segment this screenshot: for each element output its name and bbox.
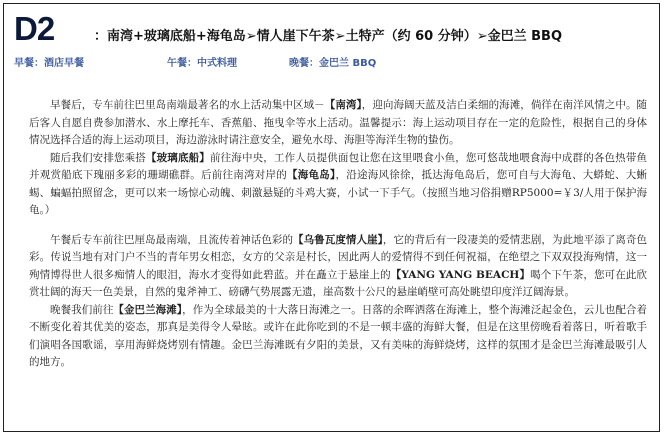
day-number: D2: [14, 10, 55, 47]
text-segment: 晚餐我们前往: [50, 303, 114, 316]
paragraph-jimbaran: [29, 302, 647, 372]
day-header: [14, 8, 651, 52]
text-segment: 随后我们安排您乘搭: [50, 151, 146, 164]
term-uluwatu-cliff: 【乌鲁瓦度情人崖】: [293, 233, 383, 246]
itinerary-page: [3, 3, 660, 432]
paragraph-south-bay: [29, 97, 647, 150]
term-jimbaran-beach: 【金巴兰海滩】: [113, 303, 183, 316]
term-yang-yang-beach: 【YANG YANG BEACH】: [390, 268, 531, 281]
text-segment: 午餐后专车前往巴厘岛最南端，且流传着神话色彩的: [50, 233, 294, 246]
meal-breakfast: 早餐：酒店早餐: [14, 58, 84, 69]
paragraph-lovers-cliff: [29, 232, 647, 302]
paragraph-glass-boat: [29, 150, 647, 220]
text-segment: ，它的背后有一段凄美的爱情悲剧，为此地平添了离奇色彩。传说当地有对门户不当的青年男女相恋，女方的父亲是村长，因此两人的爱情得不到任何祝福，在绝望之下双双投海殉情，这一殉情博得世人很多痴情人的眼泪，海水才变得如此碧蓝。: [29, 233, 648, 281]
text-segment: 喝个下午茶，您可在此欣赏壮阔的海天一色美景，自然的鬼斧神工、磅礴气势展露无遗，崖高数十公尺的悬崖峭壁可高处眺望印度洋辽阔海景。: [29, 268, 648, 298]
term-south-bay: 【南湾】: [324, 99, 362, 111]
paragraph-gap: [29, 220, 647, 232]
term-turtle-island: 【海龟岛】: [287, 169, 336, 181]
meal-dinner: 晚餐：金巴兰 BBQ: [289, 58, 377, 69]
text-segment: 并在矗立于悬崖上的: [294, 268, 391, 281]
text-segment: ，作为全球最美的十大落日海滩之一。日落的余晖洒落在海滩上，整个海滩泛起金色，云儿也配合着不断变化着其优美的姿态，那真是美得令人晕眩。或许在此你吃到的不是一顿丰盛的海鲜大餐，但是在这里傍晚看着落日，听着歌手们演唱各国歌谣，享用海鲜烧烤别有情趣。金巴兰海滩既有夕阳的美景，又有美味的海鲜烧烤，这样的氛围才是金巴兰海滩最吸引人的地方。: [29, 303, 648, 368]
text-segment: ，沿途海风徐徐，抵达海龟岛后，您可自与大海龟、大蟒蛇、大蜥蜴、蝙蝠拍照留念，更可以来一场惊心动魄、刺激悬疑的斗鸡大赛，小试一下手气。（按照当地习俗捐赠RP5000=￥3/人用于保护海龟。）: [29, 169, 647, 216]
term-glass-boat: 【玻璃底船】: [145, 151, 210, 164]
meals-row: [14, 54, 644, 70]
text-segment: 前往海中央，工作人员提供面包让您在这里喂食小鱼，您可悠哉地喂食海中成群的各色热带鱼并观赏船底下瑰丽多彩的珊瑚礁群。后前往南湾对岸的: [29, 151, 648, 181]
text-segment: 早餐后，专车前往巴里岛南端最著名的水上活动集中区域－: [50, 99, 325, 111]
text-segment: ，迎向海阔天蓝及洁白柔细的海滩，倘徉在南洋风情之中。随后客人自愿自费参加潜水、水上摩托车、香蕉船、拖曳伞等水上活动。温馨提示：海上运动项目存在一定的危险性，根据自己的身体情况选择合适的海上运动项目，海边游泳时请注意安全，避免水母、海胆等海洋生物的蛰伤。: [29, 99, 648, 146]
itinerary-body: [29, 97, 647, 372]
meal-lunch: 午餐：中式料理: [167, 58, 237, 69]
day-route: ：南湾+玻璃底船+海龟岛➢情人崖下午茶➢土特产（约 60 分钟）➢金巴兰 BBQ: [94, 29, 563, 44]
